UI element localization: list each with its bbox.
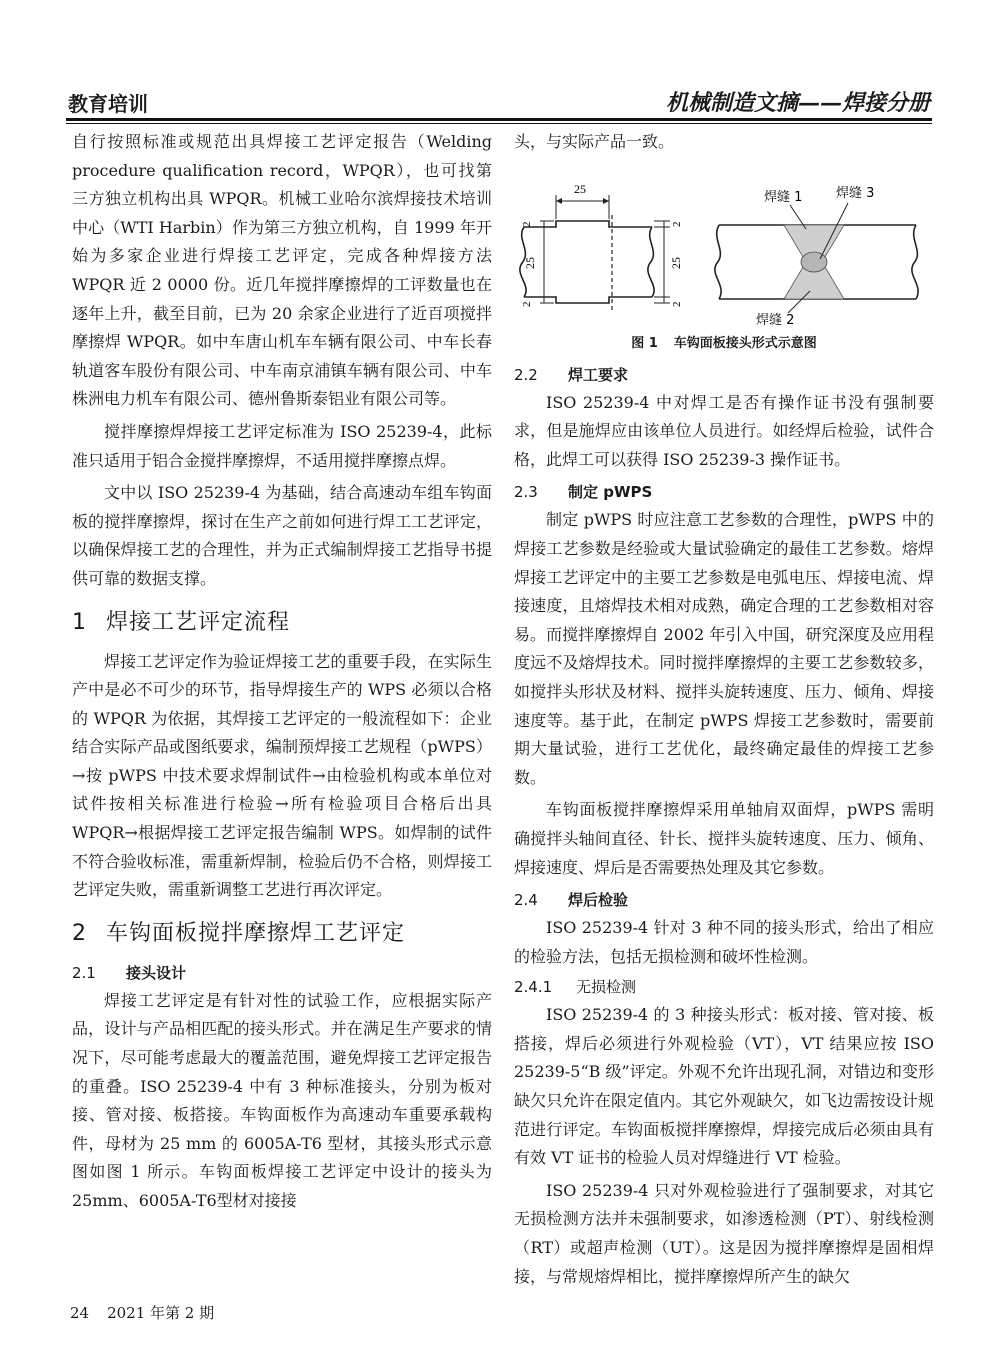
subsection-number: 2.4 [514,891,538,910]
left-column [72,128,492,1216]
subsection-number: 2.1 [72,963,96,982]
paragraph: 自行按照标准或规范出具焊接工艺评定报告（Welding procedure qualification record，WPQR），也可找第三方独立机构出具 WPQR。机械工业哈尔滨焊接技术培训中心（WTI Harbin）作为第三方独立机构，自 1999 年开始为多家企业进行焊接工艺评定，完成各种焊接方法 WPQR 近 2 0000 份。近几年搅拌摩擦焊的工评数量也在逐年上升，截至目前，已为 20 余家企业进行了近百项搅拌摩擦焊 WPQR。如中车唐山机车车辆有限公司、中车长春轨道客车股份有限公司、中车南京浦镇车辆有限公司、中车株洲电力机车有限公司、德州鲁斯泰铝业有限公司等。 [72,132,492,409]
figure-1 [514,167,934,327]
subsection-heading-2-1 [72,959,492,987]
paragraph: 搅拌摩擦焊焊接工艺评定标准为 ISO 25239-4，此标准只适用于铝合金搅拌摩擦焊，不适用搅拌摩擦点焊。 [72,421,492,470]
issue-label: 2021 年第 2 期 [107,1304,215,1322]
dim-label-2a: 2 [521,221,533,227]
page-number: 24 [70,1304,90,1322]
figure-caption [514,333,934,355]
paragraph: ISO 25239-4 针对 3 种不同的接头形式，给出了相应的检验方法，包括无损检测和破坏性检测。 [514,918,934,966]
figure-number: 图 1 [631,335,658,351]
paragraph: 焊接工艺评定作为验证焊接工艺的重要手段，在实际生产中是必不可少的环节，指导焊接生产的 WPS 必须以合格的 WPQR 为依据，其焊接工艺评定的一般流程如下：企业结合实际产品或图纸要求，编制预焊接工艺规程（pWPS）→按 pWPS 中技术要求焊制试件→由检验机构或本单位对试件按相关标准进行检验→所有检验项目合格后出具 WPQR→根据焊接工艺评定报告编制 WPS。如焊制的试件不符合验收标准，需重新焊制，检验后仍不合格，则焊接工艺评定失败，需重新调整工艺进行再次评定。 [72,651,492,900]
paragraph: ISO 25239-4 只对外观检验进行了强制要求，对其它无损检测方法并未强制要求，如渗透检测（PT）、射线检测（RT）或超声检测（UT）。这是因为搅拌摩擦焊是固相焊接，与常规熔焊相比，搅拌摩擦焊所产生的缺欠 [514,1180,934,1286]
paragraph: 车钩面板搅拌摩擦焊采用单轴肩双面焊，pWPS 需明确搅拌头轴间直径、针长、搅拌头旋转速度、压力、倾角、焊接速度、焊后是否需要热处理及其它参数。 [514,800,934,877]
subsubsection-heading-2-4-1 [514,973,934,1001]
paragraph: 制定 pWPS 时应注意工艺参数的合理性，pWPS 中的焊接工艺参数是经验或大量试验确定的最佳工艺参数。熔焊焊接工艺评定中的主要工艺参数是电弧电压、焊接电流、焊接速度，且熔焊技术相对成熟，确定合理的工艺参数相对容易。而搅拌摩擦焊自 2002 年引入中国，研究深度及应用程度远不及熔焊技术。同时搅拌摩擦焊的主要工艺参数较多，如搅拌头形状及材料、搅拌头旋转速度、压力、倾角、焊接速度等。基于此，在制定 pWPS 焊接工艺参数时，需要前期大量试验，进行工艺优化，最终确定最佳的焊接工艺参数。 [514,510,934,787]
subsection-heading-2-4 [514,886,934,914]
subsection-title: 焊工要求 [568,365,629,384]
paragraph: ISO 25239-4 中对焊工是否有操作证书没有强制要求，但是施焊应由该单位人员进行。如经焊后检验，试件合格，此焊工可以获得 ISO 25239-3 操作证书。 [514,392,934,469]
dim-label-25: 25 [523,256,537,269]
weld-overlap-shape [801,252,827,272]
dim-label-2c: 2 [671,221,683,227]
subsection-heading-2-2 [514,361,934,389]
page-footer [70,1302,214,1323]
paragraph: 焊接工艺评定是有针对性的试验工作，应根据实际产品，设计与产品相匹配的接头形式。并在满足生产要求的情况下，尽可能考虑最大的覆盖范围，避免焊接工艺评定报告的重叠。ISO 25239-4 中有 3 种标准接头，分别为板对接、管对接、板搭接。车钩面板作为高速动车重要承载构件，母材为 25 mm 的 6005A-T6 型材，其接头形式示意图如图 1 所示。车钩面板焊接工艺评定中设计的接头为25mm、6005A-T6型材对接接 [72,990,492,1210]
dim-label-25b: 25 [669,256,683,269]
subsubsection-number: 2.4.1 [514,978,553,997]
section-heading-2 [72,919,492,949]
running-header-section: 教育培训 [68,92,148,116]
label-weld-1: 焊缝 1 [764,189,803,205]
section-number: 1 [72,609,87,635]
subsection-heading-2-3 [514,478,934,506]
dim-label-top: 25 [574,181,586,196]
subsection-title: 制定 pWPS [568,483,653,502]
section-heading-1 [72,608,492,638]
subsection-number: 2.2 [514,365,538,384]
header-rule-thick [66,118,932,121]
header-rule-thin [66,123,932,124]
right-column [514,128,934,1291]
section-number: 2 [72,920,87,946]
dim-label-2d: 2 [671,301,683,307]
subsection-number: 2.3 [514,483,538,502]
subsubsection-title: 无损检测 [576,978,637,997]
paragraph: 头，与实际产品一致。 [514,132,675,151]
subsection-title: 接头设计 [126,963,187,982]
label-weld-3: 焊缝 3 [836,185,875,201]
paragraph: 文中以 ISO 25239-4 为基础，结合高速动车组车钩面板的搅拌摩擦焊，探讨在生产之前如何进行焊工工艺评定，以确保焊接工艺的合理性，并为正式编制焊接工艺指导书提供可靠的数据支撑。 [72,483,492,588]
joint-diagram [514,167,934,327]
label-weld-2: 焊缝 2 [756,312,795,327]
section-title: 焊接工艺评定流程 [106,609,291,635]
paragraph: ISO 25239-4 的 3 种接头形式：板对接、管对接、板搭接，焊后必须进行外观检验（VT），VT 结果应按 ISO 25239-5“B 级”评定。外观不允许出现孔洞，对错边和变形缺欠只允许在限定值内。其它外观缺欠，如飞边需按设计规范进行评定。车钩面板搅拌摩擦焊，焊接完成后必须由具有有效 VT 证书的检验人员对焊缝进行 VT 检验。 [514,1005,934,1168]
running-header-journal: 机械制造文摘——焊接分册 [665,90,930,116]
figure-caption-text: 车钩面板接头形式示意图 [673,335,817,351]
dim-label-2b: 2 [521,301,533,307]
subsection-title: 焊后检验 [568,891,629,910]
section-title: 车钩面板搅拌摩擦焊工艺评定 [106,920,406,946]
